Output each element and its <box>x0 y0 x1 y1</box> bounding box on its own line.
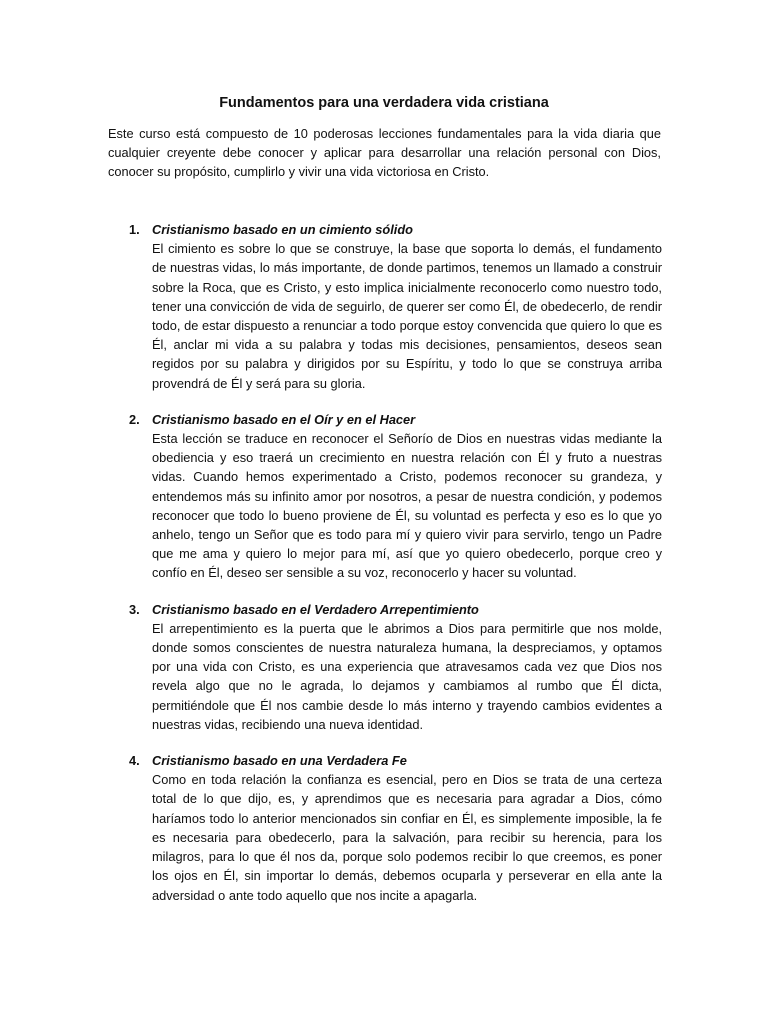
document-title: Fundamentos para una verdadera vida cristiana <box>219 95 549 111</box>
lesson-item-2 <box>0 410 768 583</box>
lesson-number: 4. <box>129 753 140 769</box>
lesson-title: Cristianismo basado en el Oír y en el Hacer <box>152 411 416 427</box>
lesson-body: El cimiento es sobre lo que se construye, la base que soporta lo demás, el fundamento de nuestras vidas, lo más importante, de donde partimos, tenemos un llamado a construir sobre la Roca, que es Cristo, y esto implica inicialmente reconocerlo como nuestro todo, tener una convicción de vida de seguirlo, de querer ser como Él, de obedecerlo, de rendir todo, de estar dispuesto a renunciar a todo porque estoy convencida que quiero lo que es Él, anclar mi vida a su palabra y todas mis decisiones, pensamientos, deseos sean regidos por su palabra y dirigidos por su Espíritu, y todo lo que se construya arriba provendrá de Él y será para su gloria. <box>152 241 662 391</box>
lesson-body: Como en toda relación la confianza es esencial, pero en Dios se trata de una certeza total de lo que dijo, es, y aprendimos que es necesaria para agradar a Dios, cómo haríamos todo lo anterior mencionados sin confiar en Él, es simplemente imposible, la fe es necesaria para obedecerlo, para la salvación, para recibir su herencia, para los milagros, para lo que él nos da, porque solo podemos recibir lo que creemos, es poner los ojos en Él, sin importar lo demás, debemos ocuparla y perseverar en ella ante la adversidad o ante todo aquello que nos incite a apagarla. <box>152 772 662 903</box>
lesson-body: Esta lección se traduce en reconocer el Señorío de Dios en nuestras vidas mediante la obediencia y eso traerá un crecimiento en nuestra relación con Él y fruto a nuestras vidas. Cuando hemos experimentado a Cristo, podemos reconocer su grandeza, y entendemos más su infinito amor por nosotros, a pesar de nuestra condición, y podemos reconocer que todo lo bueno proviene de Él, su voluntad es perfecta y eso es lo que yo anhelo, tengo un Señor que es todo para mí y quiero vivir para servirlo, tengo un Padre que me ama y quiero lo mejor para mí, así que yo quiero obedecerlo, porque creo y confío en Él, deseo ser sensible a su voz, reconocerlo y hacer su voluntad. <box>152 431 662 581</box>
lesson-item-3 <box>0 600 768 734</box>
lesson-title: Cristianismo basado en el Verdadero Arrepentimiento <box>152 601 479 617</box>
lesson-body: El arrepentimiento es la puerta que le abrimos a Dios para permitirle que nos molde, donde somos conscientes de nuestra naturaleza humana, la despreciamos, y optamos por una vida con Cristo, es una experiencia que atravesamos cada vez que Dios nos revela algo que no le agrada, lo dejamos y cambiamos al rumbo que Él dicta, permitiéndole que Él nos cambie desde lo más interno y trayendo cambios evidentes a nuestras vidas, recibiendo una nueva identidad. <box>152 620 662 732</box>
lesson-item-1 <box>0 220 768 393</box>
lesson-item-4 <box>0 751 768 905</box>
lesson-number: 2. <box>129 411 140 427</box>
lesson-number: 3. <box>129 601 140 617</box>
lesson-title: Cristianismo basado en una Verdadera Fe <box>152 753 407 769</box>
intro-paragraph: Este curso está compuesto de 10 poderosas lecciones fundamentales para la vida diaria que cualquier creyente debe conocer y aplicar para desarrollar una relación personal con Dios, conocer su propósito, cumplirlo y vivir una vida victoriosa en Cristo. <box>108 126 661 180</box>
lesson-number: 1. <box>129 222 140 237</box>
lesson-title: Cristianismo basado en un cimiento sólido <box>152 222 413 237</box>
lessons-list <box>0 220 768 922</box>
